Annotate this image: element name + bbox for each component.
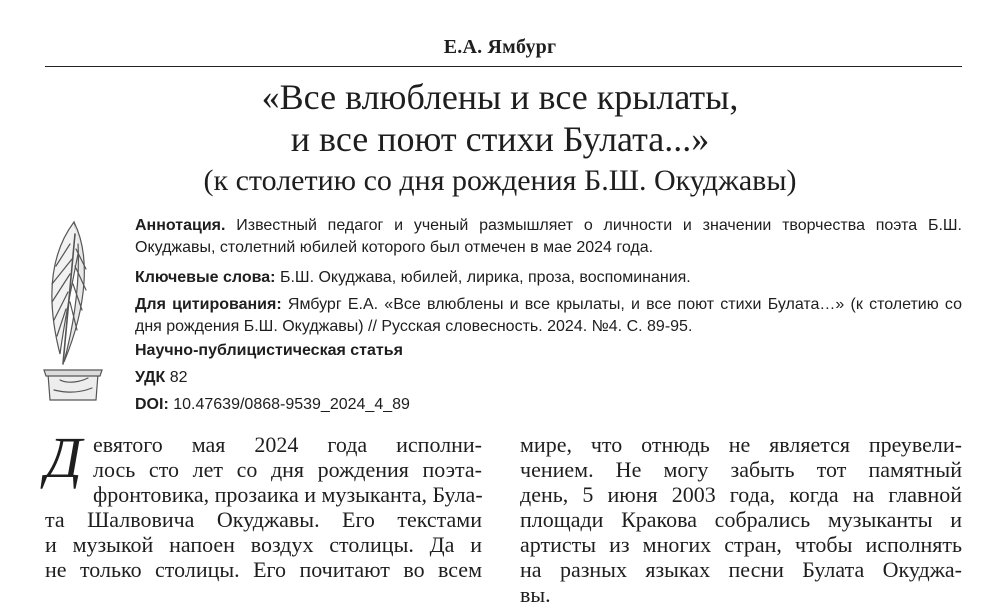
body-line: чением. Не могу забыть тот памятный <box>520 457 962 482</box>
body-line: площади Кракова собрались музыканты и <box>520 507 962 532</box>
author-name: Е.А. Ямбург <box>443 36 557 58</box>
annotation-text: Известный педагог и ученый размышляет о личности и значении творчества поэта Б.Ш. Окуджавы, столетний юбилей которого был отмечен в мае 2024 года. <box>135 217 962 256</box>
keywords-block <box>135 267 962 289</box>
doi-label: DOI: <box>135 396 169 413</box>
body-line: на разных языках песни Булата Окуджа- <box>520 557 962 582</box>
body-line: день, 5 июня 2003 года, когда на главной <box>520 482 962 507</box>
body-line: фронтовика, прозаика и музыканта, Була- <box>93 482 483 507</box>
keywords-text: Б.Ш. Окуджава, юбилей, лирика, проза, воспоминания. <box>279 269 691 286</box>
article-title <box>0 76 1000 160</box>
body-line: лось сто лет со дня рождения поэта- <box>93 457 482 482</box>
drop-cap: Д <box>45 425 82 490</box>
article-subtitle: (к столетию со дня рождения Б.Ш. Окуджавы) <box>203 164 797 197</box>
body-line: мире, что отнюдь не является преувели- <box>520 432 962 457</box>
article-type: Научно-публицистическая статья <box>135 342 403 359</box>
body-line: и музыкой напоен воздух столицы. Да и <box>45 532 482 557</box>
title-line-1: «Все влюблены и все крылаты, <box>261 77 739 117</box>
quill-inkwell-icon <box>30 214 120 404</box>
keywords-label: Ключевые слова: <box>135 269 276 286</box>
citation-text: Ямбург Е.А. «Все влюблены и все крылаты, и все поют стихи Булата…» (к столетию со дня рождения Б.Ш. Окуджавы) // Русская словесность. 2024. №4. С. 89-95. <box>135 296 963 335</box>
udk-block <box>135 367 962 389</box>
citation-block <box>135 294 962 338</box>
doi-value: 10.47639/0868-9539_2024_4_89 <box>173 396 410 413</box>
annotation-block <box>135 215 962 259</box>
body-line: евятого мая 2024 года исполни- <box>93 432 482 457</box>
header-rule <box>45 66 962 67</box>
quill-inkwell-illustration <box>30 214 120 404</box>
body-line: артисты из многих стран, чтобы исполнять <box>520 532 962 557</box>
title-line-2: и все поют стихи Булата...» <box>290 119 710 159</box>
udk-label: УДК <box>135 369 166 386</box>
annotation-label: Аннотация. <box>135 217 226 234</box>
body-column-right <box>520 432 962 607</box>
body-line: вы. <box>520 582 551 607</box>
citation-label: Для цитирования: <box>135 296 282 313</box>
udk-value: 82 <box>169 369 188 386</box>
body-line: та Шалвовича Окуджавы. Его текстами <box>45 507 482 532</box>
doi-block <box>135 394 962 416</box>
body-column-left <box>45 425 483 582</box>
body-line: не только столицы. Его почитают во всем <box>45 557 482 582</box>
